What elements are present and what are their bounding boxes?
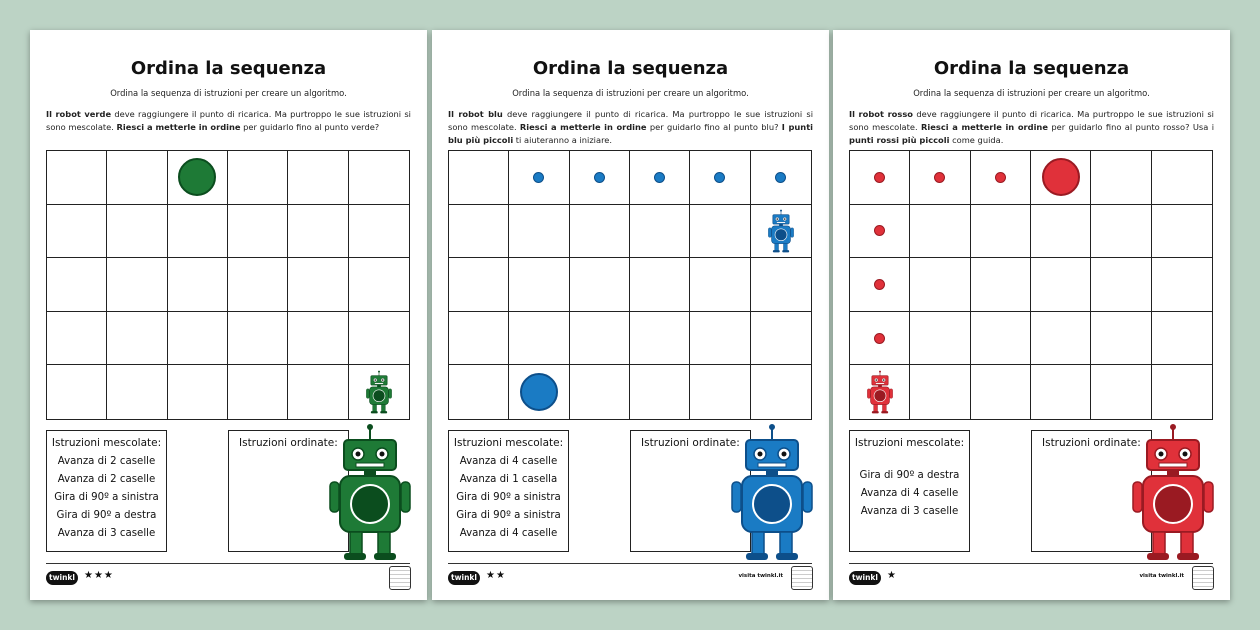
difficulty-stars: ★: [887, 570, 897, 581]
grid-cell: [971, 258, 1031, 312]
grid-cell: [751, 312, 811, 366]
grid-cell: [449, 365, 509, 419]
grid-cell: [1031, 258, 1091, 312]
website-text: visita twinkl.it: [738, 573, 783, 579]
grid-cell: [1031, 312, 1091, 366]
grid-cell: [630, 365, 690, 419]
grid-cell: [910, 258, 970, 312]
grid-cell: [47, 151, 107, 205]
mixed-instructions-heading: Istruzioni mescolate:: [51, 437, 162, 449]
worksheet-title: Ordina la sequenza: [532, 58, 729, 79]
grid-cell: [630, 312, 690, 366]
grid-cell: [47, 205, 107, 259]
worksheet-green: [30, 30, 427, 600]
grid-cell: [1152, 205, 1212, 259]
grid-cell: [570, 365, 630, 419]
mixed-instructions-box: [849, 430, 970, 552]
footer-divider: [46, 563, 410, 564]
ordered-instructions-heading: Istruzioni ordinate:: [1042, 437, 1141, 449]
mixed-instructions-list: [47, 453, 166, 543]
grid-cell: [509, 258, 569, 312]
grid-cell: [1152, 312, 1212, 366]
grid-cell: [751, 365, 811, 419]
grid-cell: [168, 365, 228, 419]
guide-dot: [775, 172, 786, 183]
worksheet-subtitle: Ordina la sequenza di istruzioni per creare un algoritmo.: [512, 88, 749, 98]
intro-text: deve raggiungere il punto di ricarica. Ma purtroppo le sue istruzioni si sono mescolate.: [448, 109, 814, 132]
grid-cell: [509, 151, 569, 205]
worksheet-intro: [46, 108, 411, 134]
instruction-item: Avanza di 1 casella: [459, 474, 558, 485]
grid-cell: [850, 258, 910, 312]
grid-cell: [1091, 205, 1151, 259]
robot-illustration: [730, 422, 814, 562]
mixed-instructions-heading: Istruzioni mescolate:: [854, 437, 965, 449]
twinkl-logo: twinkl: [46, 571, 78, 585]
quality-badge-icon: [1192, 566, 1214, 590]
grid-cell: [449, 258, 509, 312]
grid-cell: [107, 151, 167, 205]
grid-cell: [690, 365, 750, 419]
grid-cell: [1152, 365, 1212, 419]
instruction-item: Avanza di 2 caselle: [57, 456, 156, 467]
grid-cell: [349, 365, 409, 419]
grid-cell: [971, 365, 1031, 419]
guide-dot: [995, 172, 1006, 183]
worksheet-blue: [432, 30, 829, 600]
grid-cell: [751, 258, 811, 312]
grid-cell: [228, 365, 288, 419]
grid-cell: [349, 258, 409, 312]
difficulty-stars: ★★: [486, 570, 506, 581]
quality-badge-icon: [791, 566, 813, 590]
grid-cell: [690, 151, 750, 205]
grid-cell: [168, 312, 228, 366]
ordered-instructions-heading: Istruzioni ordinate:: [239, 437, 338, 449]
guide-dot: [533, 172, 544, 183]
twinkl-logo: twinkl: [448, 571, 480, 585]
instruction-item: Avanza di 4 caselle: [860, 488, 959, 499]
grid-cell: [1091, 365, 1151, 419]
grid-cell: [168, 205, 228, 259]
grid-cell: [1031, 365, 1091, 419]
mixed-instructions-box: [448, 430, 569, 552]
guide-dot: [874, 172, 885, 183]
intro-bold-text: Riesci a metterle in ordine: [116, 122, 241, 132]
grid-cell: [850, 365, 910, 419]
instruction-item: Gira di 90º a sinistra: [456, 510, 561, 521]
grid-cell: [570, 151, 630, 205]
grid-cell: [570, 205, 630, 259]
intro-bold-text: Riesci a metterle in ordine: [519, 122, 647, 132]
grid-cell: [910, 205, 970, 259]
guide-dot: [874, 279, 885, 290]
path-grid: [448, 150, 812, 420]
worksheet-title: Ordina la sequenza: [130, 58, 327, 79]
mixed-instructions-list: [850, 467, 969, 521]
grid-cell: [1091, 312, 1151, 366]
worksheet-subtitle: Ordina la sequenza di istruzioni per creare un algoritmo.: [913, 88, 1150, 98]
grid-cell: [1152, 258, 1212, 312]
grid-cell: [107, 312, 167, 366]
website-text: visita twinkl.it: [1139, 573, 1184, 579]
instruction-item: Avanza di 3 caselle: [860, 506, 959, 517]
grid-cell: [288, 365, 348, 419]
worksheet-title: Ordina la sequenza: [933, 58, 1130, 79]
grid-cell: [107, 205, 167, 259]
instruction-item: Avanza di 3 caselle: [57, 528, 156, 539]
robot-illustration: [328, 422, 412, 562]
grid-cell: [107, 258, 167, 312]
grid-cell: [570, 312, 630, 366]
instruction-item: Gira di 90º a destra: [56, 510, 157, 521]
grid-cell: [509, 312, 569, 366]
guide-dot: [934, 172, 945, 183]
grid-cell: [47, 258, 107, 312]
grid-cell: [570, 258, 630, 312]
grid-cell: [449, 151, 509, 205]
grid-cell: [690, 312, 750, 366]
guide-dot: [594, 172, 605, 183]
charging-point: [1042, 158, 1080, 196]
path-grid: [46, 150, 410, 420]
guide-dot: [874, 333, 885, 344]
mixed-instructions-box: [46, 430, 167, 552]
difficulty-stars: ★★★: [84, 570, 114, 581]
guide-dot: [654, 172, 665, 183]
guide-dot: [874, 225, 885, 236]
grid-cell: [288, 205, 348, 259]
grid-cell: [1091, 258, 1151, 312]
footer-divider: [849, 563, 1213, 564]
intro-text: per guidarlo fino al punto rosso? Usa i: [1047, 122, 1215, 132]
twinkl-logo: twinkl: [849, 571, 881, 585]
charging-point: [520, 373, 558, 411]
intro-bold-text: Il robot rosso: [849, 109, 913, 119]
intro-bold-text: Il robot verde: [46, 109, 112, 119]
grid-cell: [910, 312, 970, 366]
grid-cell: [690, 205, 750, 259]
grid-cell: [690, 258, 750, 312]
instruction-item: Avanza di 2 caselle: [57, 474, 156, 485]
worksheet-red: [833, 30, 1230, 600]
guide-dot: [714, 172, 725, 183]
mixed-instructions-heading: Istruzioni mescolate:: [453, 437, 564, 449]
grid-cell: [850, 205, 910, 259]
worksheet-subtitle: Ordina la sequenza di istruzioni per creare un algoritmo.: [110, 88, 347, 98]
mixed-instructions-list: [449, 453, 568, 543]
grid-cell: [107, 365, 167, 419]
grid-cell: [1031, 151, 1091, 205]
intro-bold-text: I punti blu più piccoli: [448, 122, 814, 145]
ordered-instructions-heading: Istruzioni ordinate:: [641, 437, 740, 449]
intro-text: ti aiuteranno a iniziare.: [513, 135, 613, 145]
intro-text: per guidarlo fino al punto verde?: [240, 122, 380, 132]
grid-cell: [228, 151, 288, 205]
grid-cell: [1152, 151, 1212, 205]
grid-cell: [288, 312, 348, 366]
grid-cell: [1091, 151, 1151, 205]
grid-cell: [288, 151, 348, 205]
grid-cell: [228, 312, 288, 366]
grid-cell: [449, 312, 509, 366]
grid-cell: [751, 205, 811, 259]
footer-divider: [448, 563, 812, 564]
worksheet-intro: [849, 108, 1214, 147]
grid-cell: [349, 205, 409, 259]
grid-cell: [971, 151, 1031, 205]
intro-text: deve raggiungere il punto di ricarica. Ma purtroppo le sue istruzioni si sono mescolate.: [46, 109, 411, 132]
grid-cell: [630, 151, 690, 205]
instruction-item: Avanza di 4 caselle: [459, 456, 558, 467]
grid-cell: [168, 258, 228, 312]
instruction-item: Avanza di 4 caselle: [459, 528, 558, 539]
robot-marker-icon: [364, 370, 394, 414]
path-grid: [849, 150, 1213, 420]
grid-cell: [47, 365, 107, 419]
charging-point: [178, 158, 216, 196]
grid-cell: [1031, 205, 1091, 259]
grid-cell: [47, 312, 107, 366]
intro-text: per guidarlo fino al punto blu?: [646, 122, 782, 132]
grid-cell: [850, 312, 910, 366]
grid-cell: [449, 205, 509, 259]
robot-marker-icon: [865, 370, 895, 414]
grid-cell: [509, 205, 569, 259]
grid-cell: [228, 205, 288, 259]
grid-cell: [910, 365, 970, 419]
grid-cell: [630, 205, 690, 259]
grid-cell: [971, 312, 1031, 366]
intro-bold-text: punti rossi più piccoli: [849, 135, 950, 145]
grid-cell: [850, 151, 910, 205]
instruction-item: Gira di 90º a sinistra: [456, 492, 561, 503]
grid-cell: [228, 258, 288, 312]
worksheet-intro: [448, 108, 813, 147]
grid-cell: [509, 365, 569, 419]
grid-cell: [630, 258, 690, 312]
intro-bold-text: Il robot blu: [448, 109, 503, 119]
intro-bold-text: Riesci a metterle in ordine: [921, 122, 1048, 132]
grid-cell: [288, 258, 348, 312]
grid-cell: [349, 151, 409, 205]
intro-text: come guida.: [949, 135, 1004, 145]
grid-cell: [168, 151, 228, 205]
intro-text: deve raggiungere il punto di ricarica. Ma purtroppo le sue istruzioni si sono mescolate.: [849, 109, 1214, 132]
instruction-item: Gira di 90º a sinistra: [54, 492, 159, 503]
grid-cell: [910, 151, 970, 205]
grid-cell: [751, 151, 811, 205]
grid-cell: [971, 205, 1031, 259]
quality-badge-icon: [389, 566, 411, 590]
grid-cell: [349, 312, 409, 366]
instruction-item: Gira di 90º a destra: [859, 470, 960, 481]
robot-marker-icon: [766, 209, 796, 253]
robot-illustration: [1131, 422, 1215, 562]
